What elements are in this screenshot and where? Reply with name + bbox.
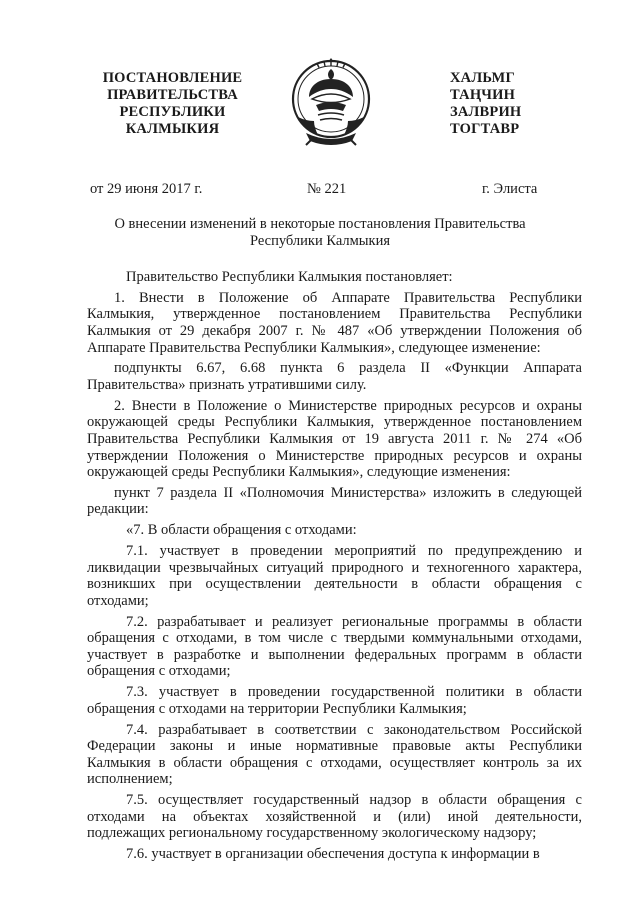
paragraph-line: Калмыкия в области обращения с отходами, осуществляет контроль за их	[87, 754, 582, 771]
paragraph-line: Аппарате Правительства Республики Калмыкия», следующее изменение:	[87, 339, 541, 356]
paragraph	[87, 522, 582, 539]
header-left-title	[80, 70, 265, 138]
paragraph-line: утверждении Положения о Министерстве природных ресурсов и охраны	[87, 447, 582, 464]
paragraph-line: пункт 7 раздела II «Полномочия Министерства» изложить в следующей	[114, 484, 582, 501]
header-right-line: ТАҢЧИН	[450, 87, 516, 103]
header-left-line: ПОСТАНОВЛЕНИЕ	[102, 70, 243, 86]
paragraph-line: окружающей среды Республики Калмыкия, утвержденное постановлением	[87, 414, 582, 431]
header-left-line: КАЛМЫКИЯ	[125, 121, 220, 137]
paragraph	[87, 360, 582, 393]
paragraph-line: возникших при осуществлении деятельности в области обращения с	[87, 576, 582, 593]
paragraph	[87, 290, 582, 356]
paragraph-line: 7.2. разрабатывает и реализует региональные программы в области	[126, 613, 582, 630]
paragraph-line: исполнением;	[87, 771, 173, 788]
document-title	[110, 216, 530, 250]
paragraph-line: окружающей среды Республики Калмыкия», следующие изменения:	[87, 464, 511, 481]
title-line: Республики Калмыкия	[249, 233, 391, 249]
coat-of-arms-emblem	[290, 55, 372, 147]
paragraph-line: Калмыкия, утвержденное постановлением Правительства Республики	[87, 306, 582, 323]
paragraph-line: 1. Внести в Положение об Аппарате Правительства Республики	[114, 289, 582, 306]
paragraph-line: Правительство Республики Калмыкия постановляет:	[126, 269, 453, 285]
header-right-line: ТОГТАВР	[450, 121, 520, 137]
paragraph-line: подлежащих региональному государственному экологическому надзору;	[87, 825, 537, 842]
paragraph-line: Калмыкия от 29 декабря 2007 г. № 487 «Об утверждении Положения об	[87, 322, 582, 339]
paragraph-line: редакции:	[87, 501, 149, 518]
document-city: г. Элиста	[482, 181, 538, 197]
paragraph	[87, 614, 582, 680]
paragraph	[87, 485, 582, 518]
paragraph	[87, 269, 582, 286]
paragraph-line: «7. В области обращения с отходами:	[126, 522, 357, 539]
paragraph-line: участвует в разработке и выполнении федеральных программ в области	[87, 646, 582, 663]
paragraph-line: ликвидации чрезвычайных ситуаций природного и техногенного характера,	[87, 559, 582, 576]
header-left-line: ПРАВИТЕЛЬСТВА	[107, 87, 238, 103]
paragraph	[87, 684, 582, 717]
paragraph-line: 7.3. участвует в проведении государственной политики в области	[126, 684, 582, 701]
paragraph	[87, 722, 582, 788]
paragraph	[87, 543, 582, 609]
document-number: № 221	[307, 181, 347, 197]
paragraph-line: подпункты 6.67, 6.68 пункта 6 раздела II «Функции Аппарата	[114, 360, 582, 377]
paragraph	[87, 792, 582, 842]
paragraph-line: 7.6. участвует в организации обеспечения доступа к информации в	[126, 846, 540, 863]
paragraph-line: Правительства» признать утратившими силу.	[87, 376, 367, 393]
paragraph-gap	[87, 863, 582, 867]
paragraph-line: отходами на объектах хозяйственной и (или) иной деятельности,	[87, 808, 582, 825]
paragraph-line: обращения с отходами на территории Республики Калмыкия;	[87, 700, 467, 717]
paragraph-line: обращения с отходами, в том числе с твердыми коммунальными отходами,	[87, 630, 582, 647]
paragraph	[87, 846, 582, 863]
paragraph-line: Федерации законы и иные нормативные правовые акты Республики	[87, 738, 582, 755]
paragraph-line: 7.1. участвует в проведении мероприятий по предупреждению и	[126, 543, 582, 560]
header-right-line: ХАЛЬМГ	[450, 70, 515, 86]
header-right-line: ЗАЛВРИН	[450, 104, 522, 120]
paragraph-line: 7.4. разрабатывает в соответствии с законодательством Российской	[126, 721, 582, 738]
document-body	[87, 269, 582, 867]
header-right-title	[450, 70, 560, 138]
paragraph-line: 2. Внести в Положение о Министерстве природных ресурсов и охраны	[114, 397, 582, 414]
paragraph-line: Правительства Республики Калмыкия от 19 августа 2011 г. № 274 «Об	[87, 430, 582, 447]
paragraph-line: обращения с отходами;	[87, 663, 231, 680]
document-date: от 29 июня 2017 г.	[90, 181, 203, 197]
paragraph	[87, 398, 582, 481]
header-left-line: РЕСПУБЛИКИ	[119, 104, 226, 120]
title-line: О внесении изменений в некоторые постановления Правительства	[114, 216, 526, 232]
paragraph-line: 7.5. осуществляет государственный надзор в области обращения с	[126, 792, 582, 809]
paragraph-line: отходами;	[87, 592, 149, 609]
